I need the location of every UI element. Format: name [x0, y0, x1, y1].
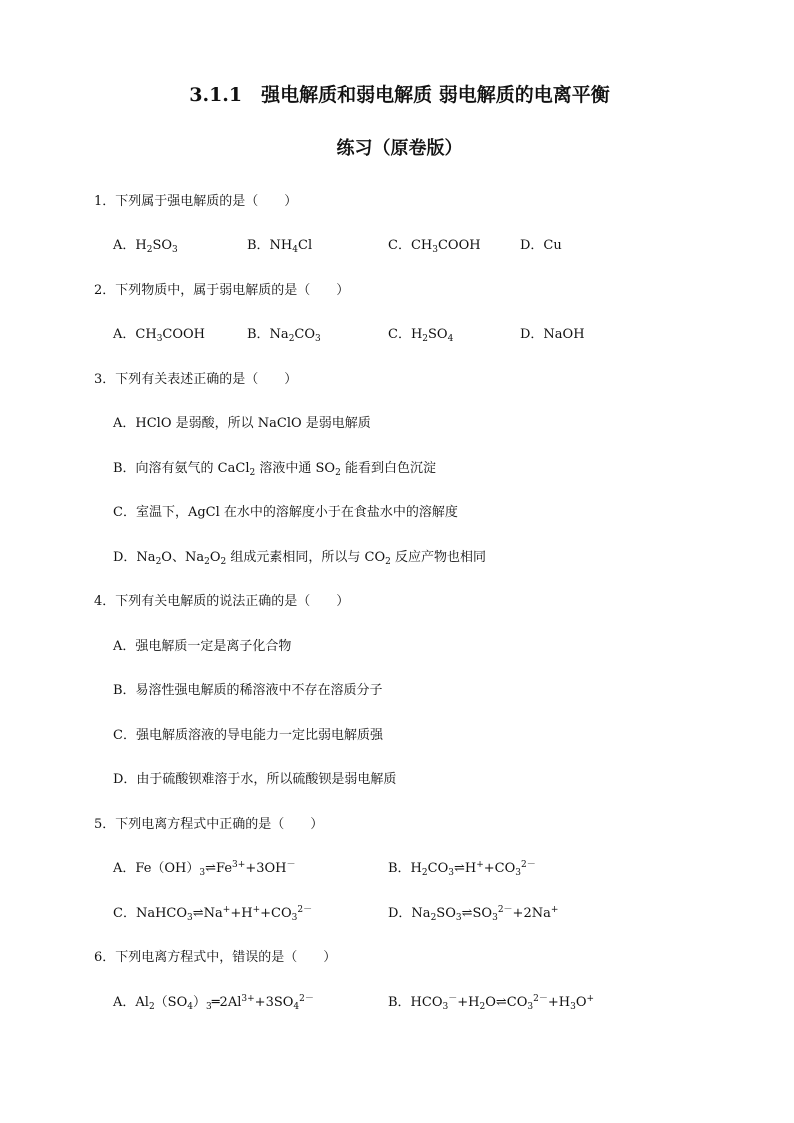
question-5-stem: 5．下列电离方程式中正确的是（ ） — [94, 817, 324, 832]
q5-option-c: C．$NaHCO_3\rightleftharpoons Na^++H^++CO_3^{2-}$ — [113, 905, 313, 923]
q1-option-d: D．Cu — [520, 238, 562, 253]
question-3-stem: 3．下列有关表述正确的是（ ） — [94, 372, 298, 387]
q2-option-b: B．$Na_2CO_3$ — [247, 327, 321, 344]
q6-option-b: B．$HCO_3^-+H_2O\rightleftharpoons CO_3^{2-}+H_3O^+$ — [388, 994, 595, 1012]
q4-option-d: D．由于硫酸钡难溶于水，所以硫酸钡是弱电解质 — [113, 772, 397, 787]
q1-option-b: B．$NH_4Cl$ — [247, 238, 313, 255]
q3-option-d: D．$Na_2O$、$Na_2O_2$ 组成元素相同，所以与 $CO_2$ 反应产物也相同 — [113, 550, 486, 567]
page-subtitle: 练习（原卷版） — [336, 138, 463, 159]
question-1-stem: 1．下列属于强电解质的是（ ） — [94, 194, 298, 209]
q1-option-c: C．$CH_3COOH$ — [388, 238, 481, 255]
q4-option-c: C．强电解质溶液的导电能力一定比弱电解质强 — [113, 728, 383, 743]
q5-option-b: B．$H_2CO_3\rightleftharpoons H^++CO_3^{2-}$ — [388, 860, 536, 878]
q2-option-a: A．$CH_3COOH$ — [113, 327, 206, 344]
q6-option-a: A．$Al_2(SO_4)_3═2Al^{3+}+3SO_4^{2-}$ — [113, 994, 314, 1012]
q4-option-a: A．强电解质一定是离子化合物 — [113, 639, 292, 654]
q4-option-b: B．易溶性强电解质的稀溶液中不存在溶质分子 — [113, 683, 383, 698]
q3-option-c: C．室温下，AgCl 在水中的溶解度小于在食盐水中的溶解度 — [113, 505, 458, 520]
question-2-stem: 2．下列物质中，属于弱电解质的是（ ） — [94, 283, 350, 298]
q5-option-a: A．$Fe(OH)_3\rightleftharpoons Fe^{3+}+3OH^-$ — [113, 860, 296, 878]
question-4-stem: 4．下列有关电解质的说法正确的是（ ） — [94, 594, 350, 609]
q5-option-d: D．$Na_2SO_3\rightleftharpoons SO_3^{2-}+2Na^+$ — [388, 905, 559, 923]
q1-option-a: A．$H_2SO_3$ — [113, 238, 178, 255]
page-title: 3.1.1 强电解质和弱电解质 弱电解质的电离平衡 — [189, 84, 610, 106]
question-6-stem: 6．下列电离方程式中，错误的是（ ） — [94, 950, 337, 965]
q2-option-c: C．$H_2SO_4$ — [388, 327, 454, 344]
q2-option-d: D．NaOH — [520, 327, 585, 342]
q3-option-a: A．HClO 是弱酸，所以 NaClO 是弱电解质 — [113, 416, 371, 431]
q3-option-b: B．向溶有氨气的 CaCl$_2$ 溶液中通 $SO_2$ 能看到白色沉淀 — [113, 461, 436, 478]
